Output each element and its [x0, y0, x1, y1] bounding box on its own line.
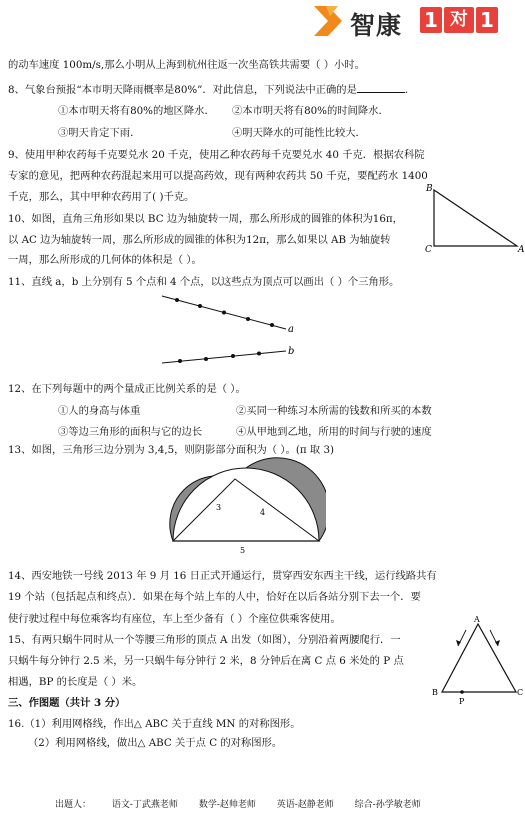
brand-logo	[312, 4, 522, 38]
point-a2	[198, 304, 202, 308]
q15-isosceles-figure	[430, 612, 525, 708]
vertex-c-label: C	[425, 245, 432, 255]
line-a-label: a	[288, 324, 294, 335]
q8-option-4: ④明天降水的可能性比较大．	[232, 127, 366, 139]
line-a-points	[175, 298, 274, 327]
q8-blank	[357, 82, 405, 93]
q7-tail: 的动车速度 100m/s,那么小明从上海到杭州往返一次坐高铁共需要（ ）小时。	[8, 59, 365, 71]
point-b2	[204, 357, 208, 361]
side-4-label: 4	[260, 508, 266, 517]
vertex-c-label: C	[517, 688, 524, 697]
q12-option-4: ④从甲地到乙地，所用的时间与行驶的速度	[236, 426, 432, 438]
q13-stem: 13、如图，三角形三边分别为 3,4,5，则阴影部分面积为（ ）。(π 取 3)	[8, 444, 335, 456]
point-a4	[246, 317, 250, 321]
point-p-label: P	[459, 697, 465, 706]
brand-box-dui: 对	[444, 7, 474, 33]
footer-english-teacher: 英语-赵静老师	[276, 800, 334, 810]
q12-stem: 12、在下列每题中的两个量成正比例关系的是（ ）。	[8, 383, 246, 395]
q8-option-2: ②本市明天将有80%的时间降水．	[232, 105, 389, 117]
footer-label: 出题人：	[55, 800, 92, 810]
point-b4	[257, 352, 261, 356]
point-b1	[178, 359, 182, 363]
footer-chinese-teacher: 语文-丁武燕老师	[111, 800, 178, 810]
q9-line-1: 9、使用甲种农药每千克要兑水 20 千克，使用乙种农药每千克要兑水 40 千克．根据农科院	[8, 149, 425, 161]
q11-stem: 11、直线 a，b 上分别有 5 个点和 4 个点，以这些点为顶点可以画出（ ）个三角形。	[8, 276, 400, 288]
q8-option-1: ①本市明天将有80%的地区降水．	[58, 105, 215, 117]
q14-line-1: 14、西安地铁一号线 2013 年 9 月 16 日正式开通运行，贯穿西安东西主干线，运行线路共有	[8, 570, 437, 582]
q16-part-1: 16.（1）利用网格线，作出△ ABC 关于直线 MN 的对称图形。	[8, 718, 301, 730]
q8-option-3: ③明天肯定下雨．	[58, 127, 141, 139]
footer-math-teacher: 数学-赵帅老师	[198, 800, 256, 810]
brand-box-1: 1	[420, 7, 442, 33]
footer-general-teacher: 综合-孙学敏老师	[354, 800, 421, 810]
point-a3	[222, 311, 226, 315]
q15-line-1: 15、有两只蜗牛同时从一个等腰三角形的顶点 A 出发（如图），分别沿着两腰爬行．一	[8, 634, 401, 646]
point-a5	[270, 323, 274, 327]
point-p	[460, 690, 464, 694]
side-5-label: 5	[240, 546, 246, 555]
side-3-label: 3	[216, 503, 222, 512]
q14-line-3: 使行驶过程中每位乘客均有座位，车上至少备有（ ）个座位供乘客使用。	[8, 613, 341, 625]
point-b3	[231, 354, 235, 358]
q10-line-2: 以 AC 边为轴旋转一周，那么所形成的圆锥的体积为12π，那么如果以 AB 为轴旋转	[8, 234, 391, 246]
line-b-label: b	[288, 346, 295, 357]
q8-stem: 8、气象台预报“本市明天降雨概率是80%”．对此信息，下列说法中正确的是 .	[8, 84, 409, 96]
q10-line-1: 10、如图，直角三角形如果以 BC 边为轴旋转一周，那么所形成的圆锥的体积为16π，	[8, 213, 403, 225]
q15-line-3: 相遇，BP 的长度是（ ）米。	[8, 676, 143, 688]
right-triangle	[434, 190, 517, 246]
q9-line-3: 千克，那么，其中甲种农药用了( )千克。	[8, 191, 195, 203]
q9-line-2: 专家的意见，把两种农药混起来用可以提高药效，现有两种农药共 50 千克，要配药水 1400	[8, 170, 428, 182]
section-3-heading: 三、作图题（共计 3 分）	[8, 697, 126, 709]
isosceles-triangle	[442, 624, 516, 692]
brand-name: 智康	[350, 11, 403, 40]
q12-option-2: ②买同一种练习本所需的钱数和所买的本数	[236, 405, 432, 417]
vertex-a-label: A	[474, 615, 480, 624]
q13-semicircle-figure	[166, 457, 326, 557]
q14-line-2: 19 个站（包括起点和终点）．如果在每个站上车的人中，恰好在以后各站分别下去一个．要	[8, 591, 421, 603]
vertex-b-label: B	[426, 184, 433, 194]
q10-triangle-figure	[425, 182, 525, 258]
brand-box-2: 1	[476, 7, 498, 33]
vertex-a-label: A	[518, 245, 525, 255]
vertex-b-label: B	[432, 688, 438, 697]
q12-option-3: ③等边三角形的面积与它的边长	[58, 426, 203, 438]
q12-option-1: ①人的身高与体重	[58, 405, 141, 417]
q10-line-3: 一周，那么所形成的几何体的体积是（ ）。	[8, 254, 202, 266]
footer-authors	[55, 797, 439, 810]
q16-part-2: （2）利用网格线，做出△ ABC 关于点 C 的对称图形。	[28, 737, 283, 749]
q11-lines-figure	[150, 292, 300, 368]
logo-mark-icon	[312, 4, 348, 38]
q15-line-2: 只蜗牛每分钟行 2.5 米，另一只蜗牛每分钟行 2 米，8 分钟后在离 C 点 6 米处的 P 点	[8, 655, 404, 667]
point-a1	[175, 298, 179, 302]
